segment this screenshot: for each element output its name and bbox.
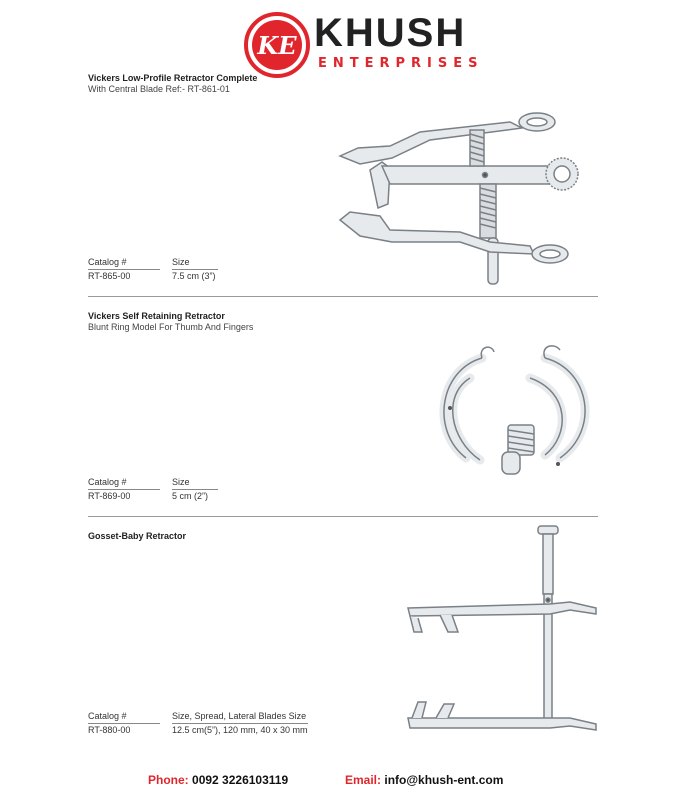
email-address[interactable]: info@khush-ent.com — [384, 773, 504, 787]
catalog-number: RT-880-00 — [88, 725, 131, 735]
product-2-title: Vickers Self Retaining Retractor — [88, 311, 225, 321]
brand-tagline: ENTERPRISES — [318, 56, 484, 71]
size-header: Size — [172, 477, 190, 487]
catalog-number: RT-865-00 — [88, 271, 131, 281]
section-divider — [88, 516, 598, 517]
contact-email — [345, 773, 503, 787]
catalog-header: Catalog # — [88, 711, 127, 721]
logo-mark-text: KE — [257, 31, 297, 60]
product-1-title: Vickers Low-Profile Retractor Complete — [88, 73, 258, 83]
catalog-rule — [88, 269, 160, 270]
product-1-heading — [88, 73, 598, 95]
size-header: Size, Spread, Lateral Blades Size — [172, 711, 307, 721]
catalog-header: Catalog # — [88, 477, 127, 487]
brand-name: KHUSH — [314, 11, 467, 55]
phone-number: 0092 3226103119 — [192, 773, 289, 787]
logo-icon — [244, 12, 310, 78]
product-2-subtitle: Blunt Ring Model For Thumb And Fingers — [88, 322, 254, 332]
size-rule — [172, 723, 308, 724]
catalog-header: Catalog # — [88, 257, 127, 267]
size-value: 12.5 cm(5”), 120 mm, 40 x 30 mm — [172, 725, 308, 735]
product-1-subtitle: With Central Blade Ref:- RT-861-01 — [88, 84, 230, 94]
page-header — [0, 0, 689, 80]
gosset-retractor-icon — [400, 522, 605, 744]
catalog-number: RT-869-00 — [88, 491, 131, 501]
section-divider — [88, 296, 598, 297]
email-label: Email: — [345, 773, 382, 787]
size-header: Size — [172, 257, 190, 267]
size-value: 5 cm (2”) — [172, 491, 208, 501]
product-3-title: Gosset-Baby Retractor — [88, 531, 187, 541]
retractor-icon — [330, 108, 580, 288]
catalog-rule — [88, 489, 160, 490]
ring-retractor-icon — [420, 340, 610, 480]
size-value: 7.5 cm (3”) — [172, 271, 216, 281]
contact-phone — [148, 773, 288, 787]
size-rule — [172, 269, 218, 270]
size-rule — [172, 489, 218, 490]
phone-label: Phone: — [148, 773, 189, 787]
catalog-rule — [88, 723, 160, 724]
product-2-heading — [88, 311, 598, 333]
